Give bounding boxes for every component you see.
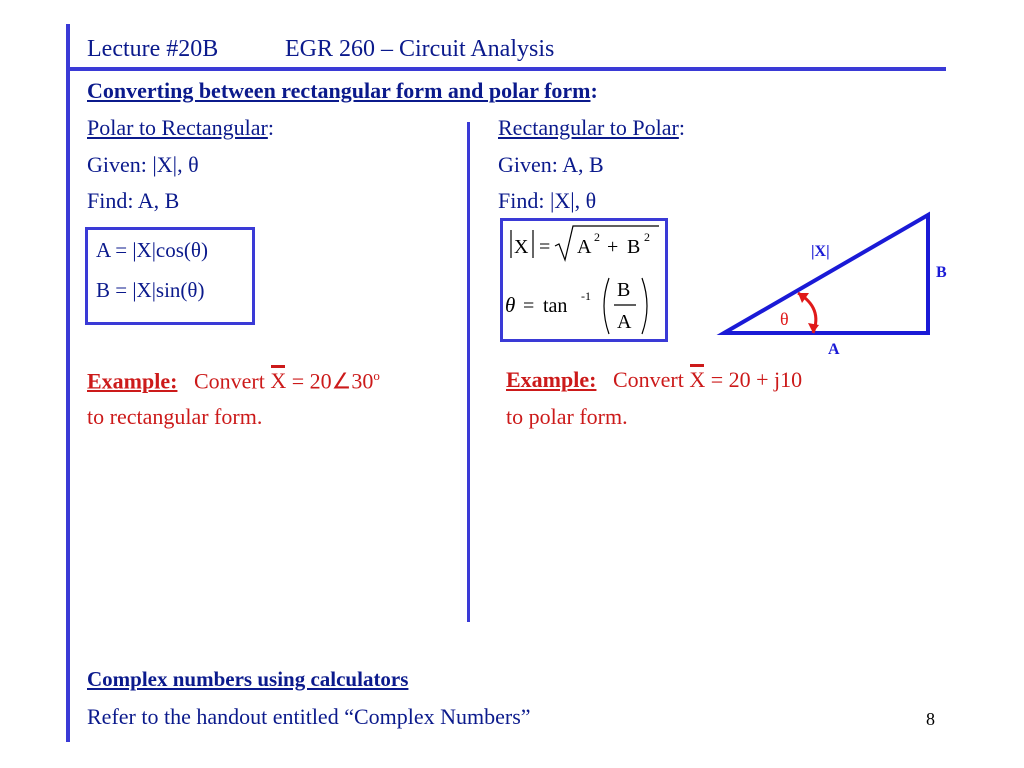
left-example-label: Example: bbox=[87, 368, 178, 394]
section-title bbox=[87, 80, 598, 102]
theta-eq: = bbox=[523, 295, 535, 317]
theta-lhs: θ bbox=[505, 293, 516, 317]
page-number: 8 bbox=[926, 709, 935, 729]
left-example-value: = 20∠30 bbox=[286, 368, 374, 394]
right-example-value: = 20 + j10 bbox=[705, 367, 803, 392]
mag-a-exp: 2 bbox=[594, 230, 600, 244]
right-given: Given: A, B bbox=[498, 152, 604, 177]
right-find: Find: |X|, θ bbox=[498, 188, 597, 213]
triangle-shape bbox=[724, 215, 928, 333]
section-title-colon: : bbox=[590, 78, 598, 103]
handout-reference: Refer to the handout entitled “Complex Numbers” bbox=[87, 704, 531, 729]
left-heading: Polar to Rectangular: bbox=[87, 115, 274, 140]
right-heading: Rectangular to Polar: bbox=[498, 115, 685, 140]
mag-eq: = bbox=[539, 236, 551, 258]
left-example-line2: to rectangular form. bbox=[87, 404, 263, 429]
right-heading-text: Rectangular to Polar bbox=[498, 115, 679, 140]
base-a-label: A bbox=[828, 341, 840, 358]
right-example-line2: to polar form. bbox=[506, 404, 628, 429]
hypotenuse-label: |X| bbox=[811, 243, 830, 260]
right-example bbox=[506, 369, 802, 391]
section-title-text: Converting between rectangular form and polar form bbox=[87, 78, 591, 103]
left-heading-text: Polar to Rectangular bbox=[87, 115, 268, 140]
right-example-text: Convert bbox=[612, 367, 690, 392]
tan-func: tan bbox=[543, 295, 568, 317]
side-b-label: B bbox=[936, 264, 947, 281]
degree-sup: o bbox=[373, 368, 380, 383]
tan-inverse: -1 bbox=[581, 289, 591, 303]
header-rule bbox=[66, 67, 946, 71]
mag-plus: + bbox=[607, 236, 619, 258]
left-example-text: Convert bbox=[193, 368, 271, 394]
mag-a: A bbox=[577, 236, 592, 258]
formula-b: B = |X|sin(θ) bbox=[96, 278, 205, 302]
course-title: EGR 260 – Circuit Analysis bbox=[285, 36, 555, 62]
left-example-x: X bbox=[270, 368, 287, 394]
left-find: Find: A, B bbox=[87, 188, 180, 213]
polar-triangle-diagram bbox=[715, 205, 975, 365]
column-divider bbox=[467, 122, 470, 622]
lecture-number: Lecture #20B bbox=[87, 36, 219, 62]
calculators-heading: Complex numbers using calculators bbox=[87, 667, 409, 691]
left-given: Given: |X|, θ bbox=[87, 152, 199, 177]
right-example-x: X bbox=[689, 367, 706, 392]
frac-denominator: A bbox=[617, 311, 632, 333]
frac-numerator: B bbox=[617, 279, 631, 301]
mag-lhs: X bbox=[514, 236, 529, 258]
rect-to-polar-formulas bbox=[503, 222, 665, 338]
angle-label: θ bbox=[780, 309, 789, 329]
left-example bbox=[87, 369, 380, 392]
right-example-label: Example: bbox=[506, 367, 597, 392]
mag-b-exp: 2 bbox=[644, 230, 650, 244]
mag-b: B bbox=[627, 236, 641, 258]
formula-a: A = |X|cos(θ) bbox=[96, 238, 208, 262]
left-border-rule bbox=[66, 24, 70, 742]
